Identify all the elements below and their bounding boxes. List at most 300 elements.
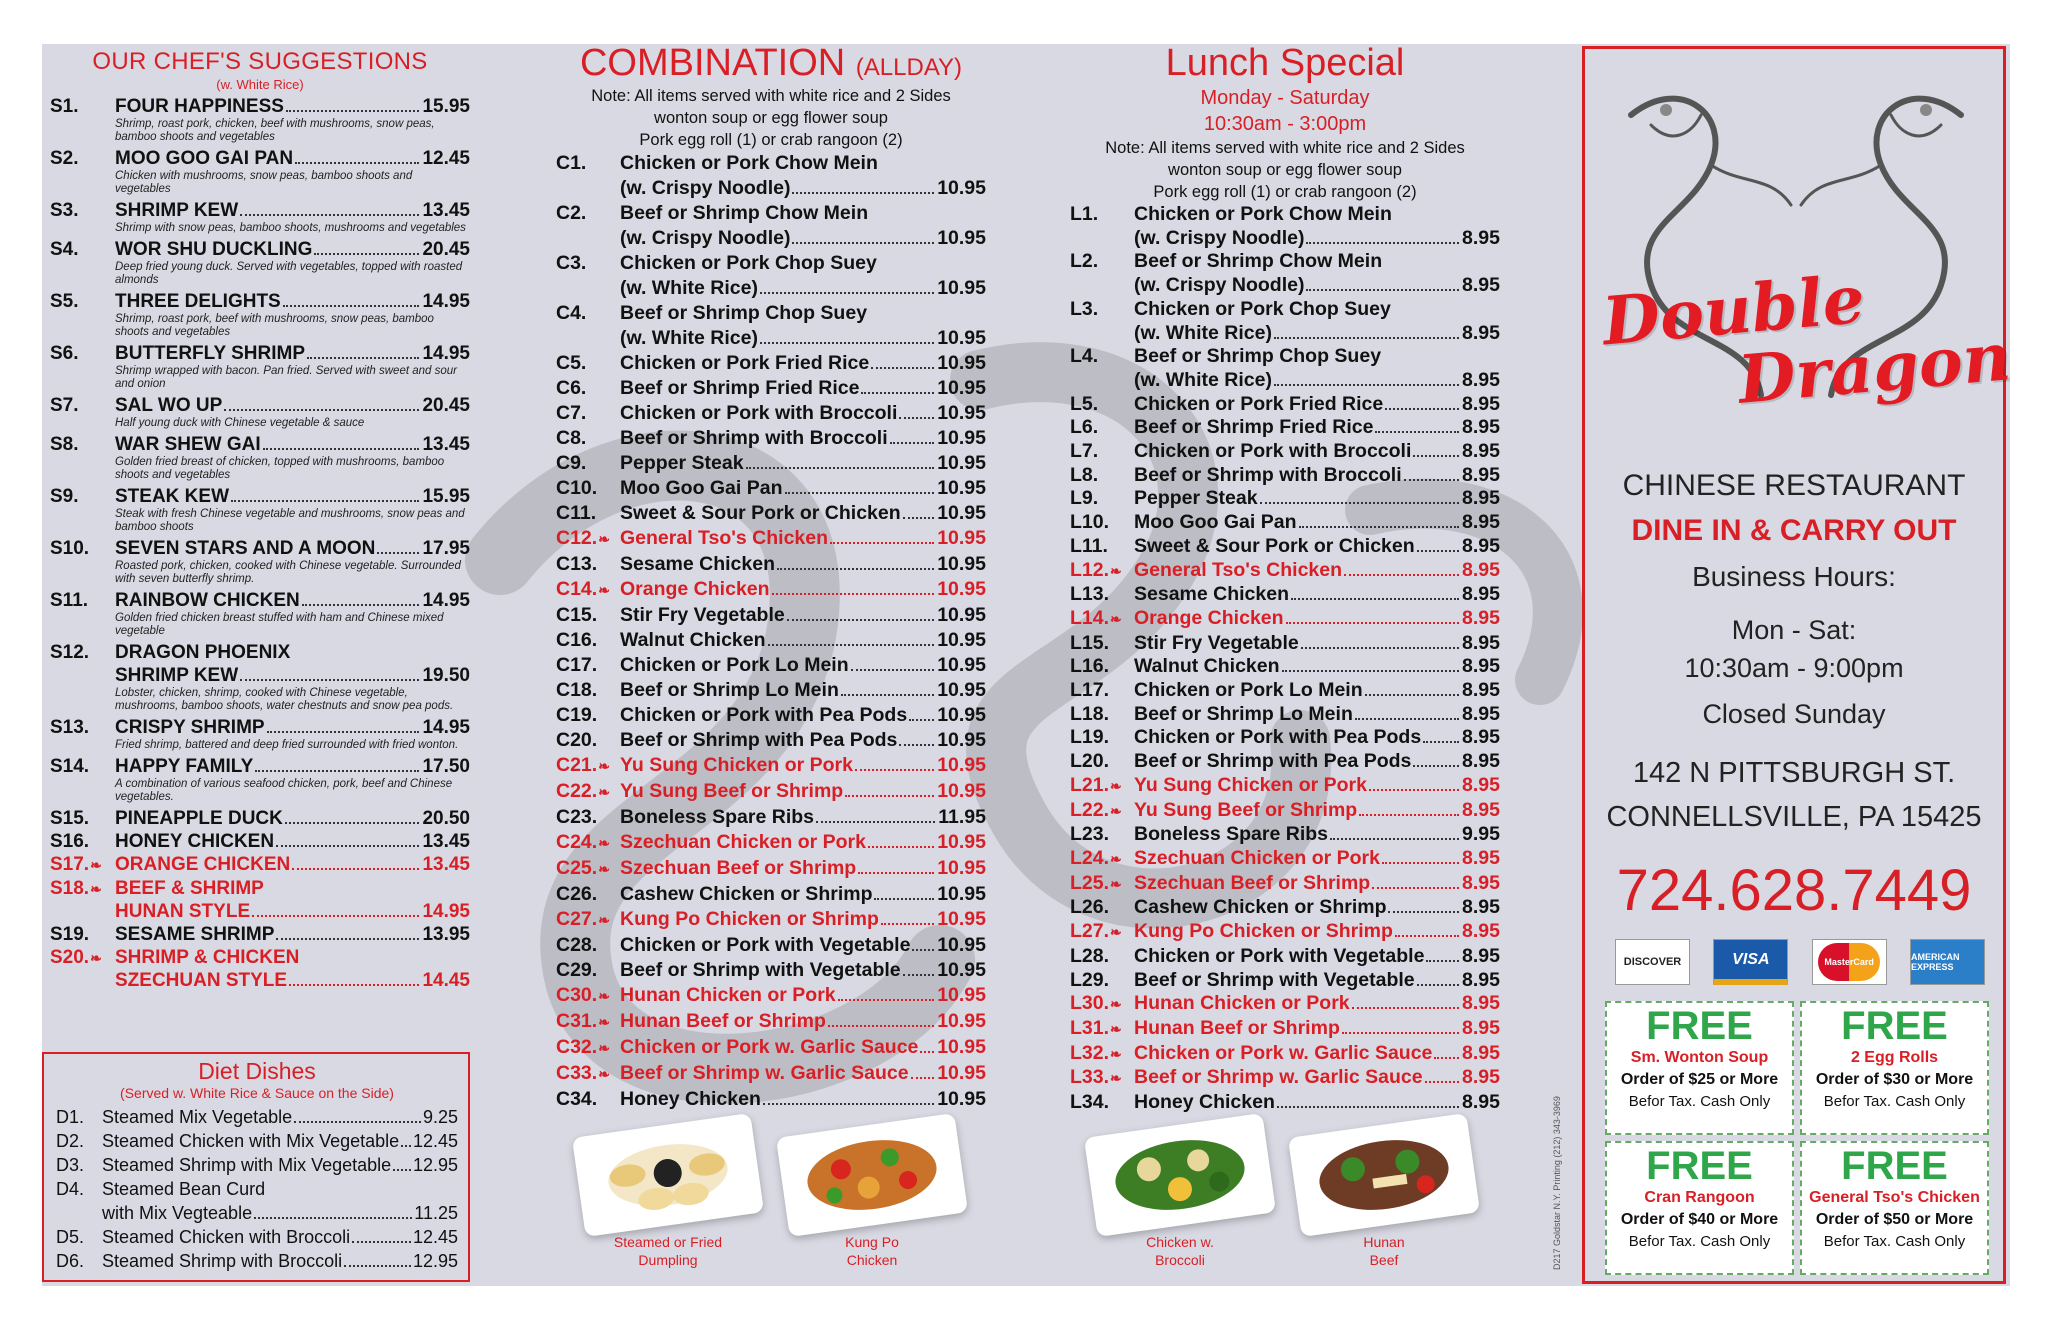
item-name-continued: (w. Crispy Noodle) [620,227,791,249]
item-body [115,433,470,485]
dot-leader [276,938,419,940]
item-name-continued: (w. Crispy Noodle) [620,177,791,199]
item-name: SESAME SHRIMP [115,924,275,945]
photo-dumpling [568,1125,768,1269]
dot-leader [792,242,934,244]
chili-pepper-icon: ❧ [598,582,610,598]
item-code: D6. [56,1251,85,1271]
item-body [115,946,470,992]
dot-leader [295,162,419,164]
item-name: Beef or Shrimp Lo Mein [620,679,839,701]
item-code: S19. [50,924,90,945]
item-name: Beef or Shrimp with Pea Pods [620,729,898,751]
item-code: L7. [1070,440,1099,463]
item-price: 11.95 [938,806,986,828]
item-code-wrap [556,983,620,1009]
item-line [1134,607,1500,631]
item-price: 12.95 [412,1155,458,1175]
item-name: Chicken or Pork with Broccoli [1134,440,1412,463]
item-name: Moo Goo Gai Pan [620,477,783,499]
item-price: 10.95 [937,704,986,726]
item-body [1134,799,1500,824]
item-description: Lobster, chicken, shrimp, cooked with Chinese vegetable, mushrooms, bamboo shoots, water chestnuts and snow pea pods. [115,687,454,712]
menu-item [1070,774,1500,799]
item-code: C31. [556,1010,598,1032]
item-name: Chicken or Pork Fried Rice [620,352,870,374]
item-body [620,830,986,856]
menu-item [50,537,470,589]
restaurant-logo [1599,252,2014,426]
item-name: Beef or Shrimp with Vegetable [1134,968,1415,991]
item-name: Orange Chicken [620,578,770,600]
item-code: S16. [50,831,90,852]
menu-item [1070,799,1500,824]
item-name-continued: SHRIMP KEW [115,665,239,686]
item-code: L25. [1070,871,1110,894]
item-code: S20. [50,947,90,968]
item-price: 8.95 [1462,798,1500,821]
menu-item [1070,345,1500,392]
item-name: Stir Fry Vegetable [1134,631,1299,654]
menu-item [556,301,986,351]
item-body [620,351,986,376]
item-price: 14.95 [422,343,470,364]
item-line [620,728,986,753]
item-code: C25. [556,857,598,879]
menu-item [556,251,986,301]
item-price: 8.95 [1462,1091,1500,1114]
item-code-wrap [556,526,620,552]
item-line [115,394,470,417]
item-line [1134,274,1500,298]
menu-item [1070,703,1500,727]
dot-leader [1385,408,1459,410]
item-code: L31. [1070,1016,1110,1039]
dot-leader [1434,1057,1459,1059]
chili-pepper-icon: ❧ [1110,996,1122,1013]
item-body [620,1061,986,1087]
dot-leader [881,923,934,925]
item-price: 14.95 [422,717,470,738]
item-code-wrap [1070,1017,1134,1042]
item-code: C33. [556,1062,598,1084]
item-price: 8.95 [1462,606,1500,629]
item-name: Yu Sung Beef or Shrimp [620,780,844,802]
lunch-note-line: wonton soup or egg flower soup [1168,161,1402,179]
item-code: D4. [56,1179,85,1199]
dot-leader [240,679,419,681]
item-line [1134,992,1500,1016]
item-line [1134,250,1500,274]
item-code: L3. [1070,297,1099,320]
menu-item [50,485,470,537]
menu-item [556,376,986,401]
item-body [620,678,986,703]
item-line [102,1129,458,1153]
restaurant-info-panel [1582,46,2014,1284]
item-body [1134,535,1500,559]
item-price: 8.95 [1462,368,1500,391]
chef-suggestions-section [50,48,470,992]
menu-item [56,1153,458,1177]
dot-leader [763,1103,934,1105]
chili-pepper-icon: ❧ [598,531,610,547]
photo-caption [1080,1233,1280,1269]
chili-pepper-icon: ❧ [1110,875,1122,892]
dot-leader [1372,887,1459,889]
item-code: S5. [50,291,79,312]
item-code-wrap [556,1061,620,1087]
item-code: C22. [556,780,598,802]
item-body [1134,607,1500,632]
menu-item [1070,203,1500,250]
item-name: Sesame Chicken [620,553,776,575]
item-name: Beef or Shrimp Chow Mein [620,202,869,224]
menu-item [50,433,470,485]
dot-leader [393,1169,411,1171]
lunch-note [1070,137,1500,203]
menu-item [1070,1017,1500,1042]
item-name: Walnut Chicken [620,629,766,651]
item-code: C15. [556,604,598,626]
item-name: Chicken or Pork with Vegetable [1134,944,1425,967]
payment-cards [1615,939,1985,985]
item-line [102,1249,458,1273]
dot-leader [911,1077,935,1079]
item-name: Beef or Shrimp with Broccoli [1134,463,1402,486]
item-line [1134,920,1500,944]
item-body [115,830,470,853]
item-name-continued: (w. White Rice) [620,277,758,299]
dot-leader [861,392,934,394]
item-name: Sweet & Sour Pork or Chicken [620,502,901,524]
coupon-item: General Tso's Chicken [1809,1189,1980,1206]
item-code: L5. [1070,392,1099,415]
dot-leader [855,769,934,771]
item-name: Beef or Shrimp with Pea Pods [1134,750,1412,773]
item-body [102,1225,458,1249]
dot-leader [283,305,420,307]
item-code: L23. [1070,823,1110,846]
item-code: C30. [556,984,598,1006]
item-price: 20.50 [422,808,470,829]
item-name: HONEY CHICKEN [115,831,275,852]
dot-leader [224,409,419,411]
combination-title-small: (ALLDAY) [855,54,963,81]
item-price: 8.95 [1462,750,1500,773]
dot-leader [903,974,935,976]
item-name: Chicken or Pork Chow Mein [620,152,878,174]
item-line [1134,969,1500,993]
item-price: 10.95 [937,959,986,981]
item-name: DRAGON PHOENIX [115,642,291,663]
item-line [115,290,470,313]
item-body [620,933,986,958]
item-line [620,476,986,501]
item-name: Steamed Shrimp with Mix Vegetable [102,1155,392,1175]
item-name: Hunan Beef or Shrimp [1134,1016,1340,1039]
dot-leader [255,770,419,772]
item-price: 8.95 [1462,726,1500,749]
phone-number[interactable]: 724.628.7449 [1616,858,1972,923]
item-line [115,807,470,830]
item-code: L13. [1070,583,1110,606]
item-line [115,199,470,222]
item-name: SEVEN STARS AND A MOON [115,538,376,559]
item-code-wrap [50,946,115,992]
item-code-wrap [50,877,115,923]
dot-leader [1306,289,1459,291]
item-price: 17.95 [422,538,470,559]
item-price: 10.95 [937,578,986,600]
item-price: 8.95 [1462,463,1500,486]
menu-item [556,526,986,552]
item-name: Yu Sung Beef or Shrimp [1134,798,1358,821]
item-line [115,433,470,456]
item-price: 8.95 [1462,773,1500,796]
item-line [102,1201,458,1225]
item-body [115,394,470,433]
item-price: 10.95 [937,502,986,524]
menu-item [1070,559,1500,584]
item-line [1134,487,1500,511]
menu-item [50,853,470,877]
item-price: 8.95 [1462,896,1500,919]
photo-kung-po-chicken [772,1125,972,1269]
item-line [620,628,986,653]
menu-item [50,147,470,199]
item-name: Steamed Bean Curd [102,1179,266,1199]
lunch-special-section [1070,42,1500,1115]
menu-item [50,238,470,290]
menu-item [1070,298,1500,345]
item-code: L28. [1070,944,1110,967]
menu-item [556,830,986,856]
item-body [620,653,986,678]
item-body [102,1153,458,1177]
item-code-wrap [556,779,620,805]
item-body [115,199,470,238]
item-body [1134,1091,1500,1115]
item-price: 8.95 [1462,920,1500,943]
item-name: Szechuan Chicken or Pork [1134,846,1380,869]
item-line [620,276,986,301]
menu-item [50,923,470,946]
item-body [1134,655,1500,679]
item-body [115,923,470,946]
menu-item [556,476,986,501]
item-code: C29. [556,959,598,981]
item-code: C4. [556,302,587,324]
menu-item [556,451,986,476]
menu-item [556,779,986,805]
dot-leader [231,500,419,502]
dot-leader [285,822,420,824]
dot-leader [785,492,935,494]
menu-item [1070,487,1500,511]
item-body [1134,726,1500,750]
item-line [620,805,986,830]
item-line [620,501,986,526]
item-code: L33. [1070,1066,1110,1089]
dot-leader [294,1121,421,1123]
lunch-note-line: Note: All items served with white rice and 2 Sides [1105,139,1465,157]
dot-leader [772,593,935,595]
item-code: C14. [556,578,598,600]
item-name: Cashew Chicken or Shrimp [1134,896,1387,919]
diet-dishes-section [42,1052,470,1282]
dot-leader [344,1265,411,1267]
item-price: 8.95 [1462,968,1500,991]
item-price: 10.95 [937,629,986,651]
item-code: C11. [556,502,597,524]
lunch-special-list [1070,203,1500,1115]
item-price: 17.50 [422,756,470,777]
item-body [1134,1066,1500,1091]
menu-item [50,95,470,147]
item-line [1134,679,1500,703]
item-line [620,451,986,476]
menu-item [556,151,986,201]
item-code: C16. [556,629,598,651]
item-price: 12.45 [412,1131,458,1151]
combination-title [556,42,986,85]
item-name: Chicken or Pork with Vegetable [620,934,911,956]
item-name: Beef or Shrimp Chop Suey [1134,345,1382,368]
item-code: S12. [50,642,90,663]
item-price: 8.95 [1462,392,1500,415]
item-line [1134,298,1500,322]
item-line [1134,896,1500,920]
dot-leader [1369,789,1459,791]
item-body [620,151,986,201]
item-line [115,923,470,946]
item-body [1134,945,1500,969]
item-line [620,603,986,628]
dot-leader [787,619,934,621]
dot-leader [920,1051,934,1053]
item-name: Chicken or Pork w. Garlic Sauce [1134,1041,1433,1064]
item-name: Beef or Shrimp w. Garlic Sauce [620,1062,909,1084]
item-body [1134,1017,1500,1042]
coupon-free-label: FREE [1646,1144,1753,1188]
dot-leader [760,342,934,344]
item-name: Chicken or Pork Fried Rice [1134,392,1384,415]
item-line [1134,774,1500,798]
caption-line: Kung Po [845,1234,899,1250]
dot-leader [1425,1081,1459,1083]
item-code-wrap [1070,872,1134,897]
item-line [1134,464,1500,488]
business-hours-title: Business Hours: [1692,561,1896,592]
chili-pepper-icon: ❧ [598,1014,610,1030]
menu-item [556,552,986,577]
item-body [1134,250,1500,297]
item-description: Half young duck with Chinese vegetable & sauce [115,417,365,429]
item-name: FOUR HAPPINESS [115,96,284,117]
item-line [115,537,470,560]
item-body [115,853,470,877]
chili-pepper-icon: ❧ [598,1066,610,1082]
menu-item [1070,250,1500,297]
item-price: 8.95 [1462,1016,1500,1039]
item-body [620,882,986,907]
item-line [620,151,986,176]
item-line [620,856,986,881]
chili-pepper-icon: ❧ [90,857,102,873]
dot-leader [1277,1106,1459,1108]
item-body [115,589,470,641]
kung-po-plate-image [776,1113,968,1237]
menu-item [50,716,470,755]
menu-item [556,603,986,628]
item-body [115,290,470,342]
item-body [620,983,986,1009]
item-price: 8.95 [1462,274,1500,297]
menu-item [1070,1091,1500,1115]
item-name: Beef or Shrimp Fried Rice [620,377,860,399]
item-body [620,1035,986,1061]
item-body [1134,632,1500,656]
item-name: Szechuan Beef or Shrimp [620,857,857,879]
dot-leader [851,669,935,671]
item-line [1134,369,1500,393]
coupon [1800,1141,1989,1275]
item-description: A combination of various seafood chicken, pork, beef and Chinese vegetables. [115,778,453,803]
item-line [620,351,986,376]
item-name: Moo Goo Gai Pan [1134,511,1297,534]
item-description: Shrimp, roast pork, chicken, beef with mushrooms, snow peas, bamboo shoots and vegetables [115,118,435,143]
item-price: 10.95 [937,177,986,199]
item-body [1134,298,1500,345]
item-line [115,969,470,992]
menu-item [50,755,470,807]
item-code: L8. [1070,463,1099,486]
coupon-terms: Befor Tax. Cash Only [1628,1233,1771,1250]
menu-item [50,394,470,433]
item-price: 8.95 [1462,440,1500,463]
item-code: D3. [56,1155,85,1175]
item-name: Beef or Shrimp Chop Suey [620,302,868,324]
item-code: C9. [556,452,587,474]
item-line [1134,945,1500,969]
item-body [620,577,986,603]
item-name: Walnut Chicken [1134,655,1280,678]
item-code: C1. [556,152,587,174]
menu-item [1070,535,1500,559]
item-line [620,1035,986,1060]
item-name: Boneless Spare Ribs [620,806,814,828]
item-body [1134,393,1500,417]
item-price: 10.95 [937,604,986,626]
item-name-continued: (w. White Rice) [620,327,758,349]
dot-leader [845,795,934,797]
item-line [1134,750,1500,774]
item-price: 12.45 [412,1227,458,1247]
item-price: 10.95 [937,553,986,575]
item-price: 13.45 [422,831,470,852]
caption-line: Chicken [846,1252,898,1268]
item-code: L10. [1070,511,1110,534]
item-line [620,226,986,251]
menu-item [556,628,986,653]
item-name-continued: (w. Crispy Noodle) [1134,226,1305,249]
dot-leader [899,744,934,746]
item-name: Chicken or Pork Chow Mein [1134,203,1392,225]
caption-line: Chicken w. [1146,1234,1214,1250]
photo-hunan-beef [1284,1125,1484,1269]
item-code: D5. [56,1227,85,1247]
